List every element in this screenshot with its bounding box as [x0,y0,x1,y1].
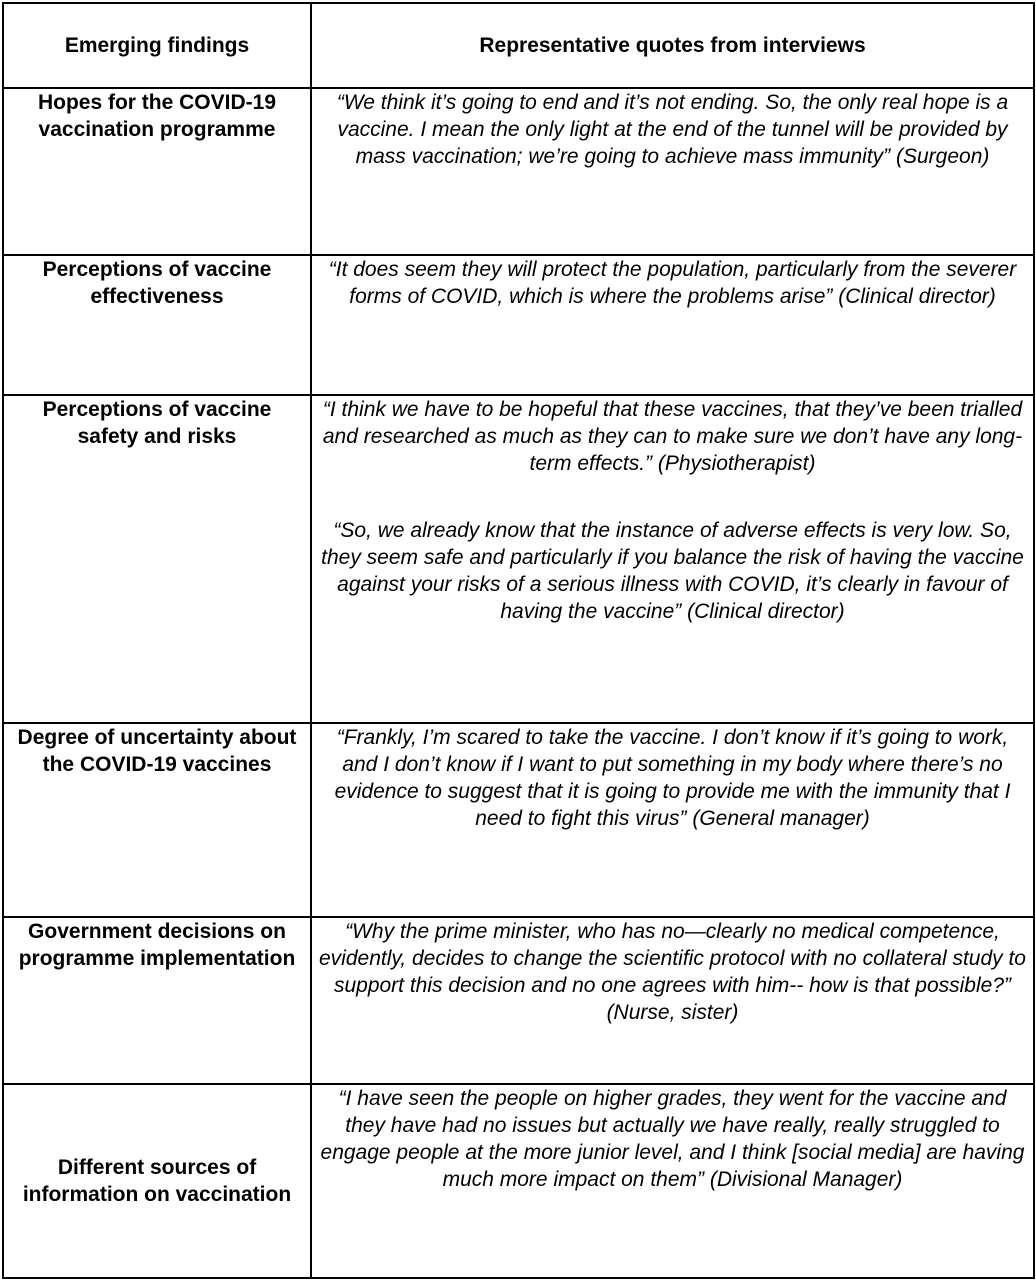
finding-cell: Hopes for the COVID-19 vaccination programme [3,88,311,255]
finding-cell: Degree of uncertainty about the COVID-19 vaccines [3,723,311,917]
quote-text: “Why the prime minister, who has no—clearly no medical competence, evidently, decides to change the scientific protocol with no collateral study to support this decision and no one agrees with him-- how is that possible?” (Nurse, sister) [318,920,1026,1024]
finding-cell: Different sources of information on vaccination [3,1084,311,1278]
quote-cell [311,723,1034,917]
quote-text: “So, we already know that the instance of adverse effects is very low. So, they seem safe and particularly if you balance the risk of having the vaccine against your risks of a serious illness with COVID, it’s clearly in favour of having the vaccine” (Clinical director) [321,519,1024,623]
quote-spacer [318,477,1027,517]
table-row [3,88,1034,255]
table-row [3,255,1034,395]
header-emerging-findings: Emerging findings [3,3,311,88]
quote-cell [311,88,1034,255]
table-row [3,917,1034,1084]
quote-text: “Frankly, I’m scared to take the vaccine. I don’t know if it’s going to work, and I don’t know if I want to put something in my body where there’s no evidence to suggest that it is going to provide me with the immunity that I need to fight this virus” (General manager) [334,726,1011,830]
table-row [3,723,1034,917]
quote-text: “We think it’s going to end and it’s not ending. So, the only real hope is a vaccine. I mean the only light at the end of the tunnel will be provided by mass vaccination; we’re going to achieve mass immunity” (Surgeon) [336,91,1009,168]
header-representative-quotes: Representative quotes from interviews [311,3,1034,88]
finding-cell: Perceptions of vaccine effectiveness [3,255,311,395]
quote-cell [311,255,1034,395]
table-row [3,1084,1034,1278]
findings-table [2,2,1035,1279]
quote-text: “I think we have to be hopeful that these vaccines, that they’ve been trialled and researched as much as they can to make sure we don’t have any long-term effects.” (Physiotherapist) [322,398,1023,475]
quote-text: “I have seen the people on higher grades, they went for the vaccine and they have had no issues but actually we have really, really struggled to engage people at the more junior level, and I think [social media] are having much more impact on them” (Divisional Manager) [320,1087,1025,1191]
finding-cell: Perceptions of vaccine safety and risks [3,395,311,723]
finding-cell: Government decisions on programme implementation [3,917,311,1084]
quote-cell [311,395,1034,723]
quote-cell [311,917,1034,1084]
quote-text: “It does seem they will protect the population, particularly from the severer forms of COVID, which is where the problems arise” (Clinical director) [328,258,1017,308]
header-row [3,3,1034,88]
table-row [3,395,1034,723]
quote-cell [311,1084,1034,1278]
